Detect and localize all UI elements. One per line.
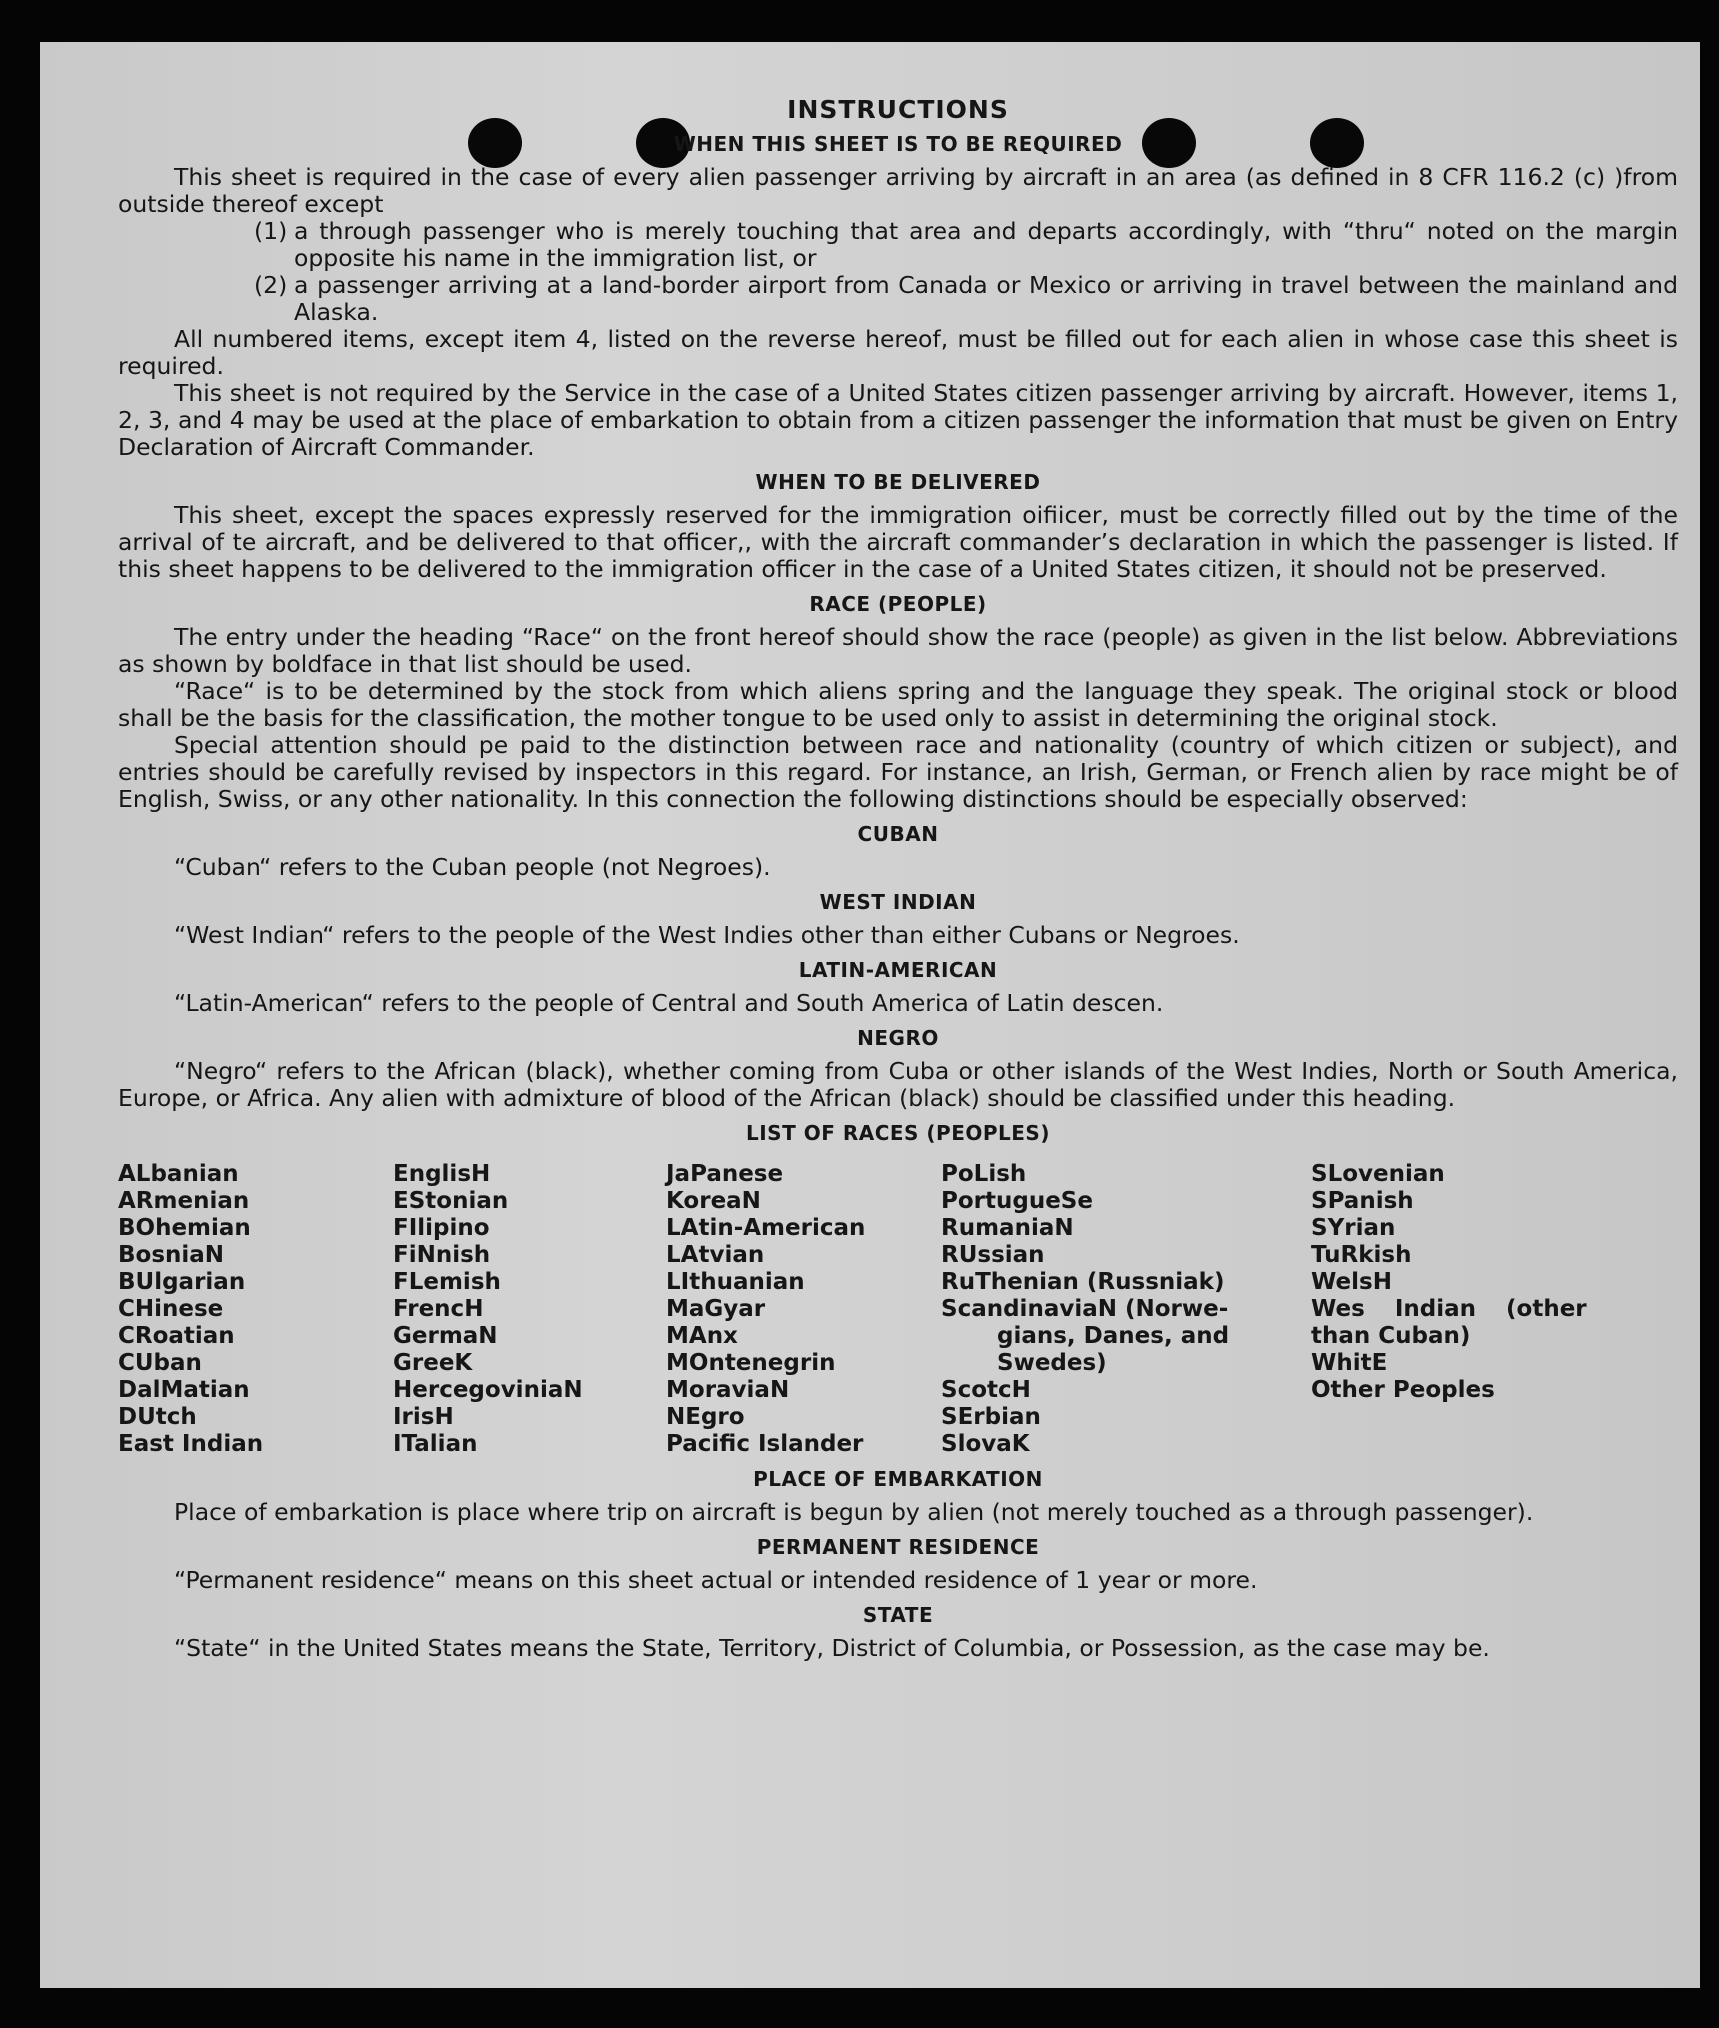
race-item: FLemish (393, 1269, 501, 1295)
race-item: TuRkish (1311, 1242, 1412, 1268)
section-heading-required: WHEN THIS SHEET IS TO BE REQUIRED (673, 132, 1123, 156)
races-column-2 (393, 1161, 666, 1458)
race-item: CUban (118, 1350, 202, 1376)
paragraph: This sheet, except the spaces expressly reserved for the immigration oifiicer, must be correctly filled out by the time of the arrival of te aircraft, and be delivered to that officer,, with the aircraft commander’s declaration in which the passenger is listed. If this sheet happens to be delivered to the immigration officer in the case of a United States citizen, it should not be preserved. (118, 501, 1678, 583)
definition-text: “State“ in the United States means the State, Territory, District of Columbia, or Possession, as the case may be. (174, 1634, 1490, 1662)
section-heading-negro: NEGRO (857, 1026, 939, 1050)
race-item: WelsH (1311, 1269, 1392, 1295)
section-heading-race: RACE (PEOPLE) (809, 592, 987, 616)
race-item: GreeK (393, 1350, 473, 1376)
section-heading-delivered: WHEN TO BE DELIVERED (755, 470, 1041, 494)
races-column-4 (941, 1161, 1311, 1458)
race-item: Wes Indian (other (1311, 1296, 1587, 1322)
race-item-continuation: than Cuban) (1311, 1323, 1471, 1349)
race-item-continuation: gians, Danes, and (997, 1323, 1230, 1349)
paragraph: The entry under the heading “Race“ on the front hereof should show the race (people) as given in the list below. Abbreviations as shown by boldface in that list should be used. (118, 623, 1678, 678)
list-item: (1) a through passenger who is merely touching that area and departs accordingly, with “thru“ noted on the margin opposite his name in the immigration list, or (254, 217, 1678, 272)
race-item: DUtch (118, 1404, 197, 1430)
race-item: HercegoviniaN (393, 1377, 583, 1403)
definition-text: “West Indian“ refers to the people of the West Indies other than either Cubans or Negroes. (174, 921, 1240, 949)
race-item: MOntenegrin (666, 1350, 836, 1376)
race-item: RuThenian (Russniak) (941, 1269, 1225, 1295)
race-item: NEgro (666, 1404, 745, 1430)
paragraph: All numbered items, except item 4, listed on the reverse hereof, must be filled out for each alien in whose case this sheet is required. (118, 325, 1678, 380)
race-item: ScandinaviaN (Norwe- (941, 1296, 1229, 1322)
race-item: SLovenian (1311, 1161, 1445, 1187)
race-item: BOhemian (118, 1215, 251, 1241)
definition-text: “Cuban“ refers to the Cuban people (not Negroes). (174, 853, 771, 881)
races-list (118, 1161, 1678, 1458)
race-item: FiNnish (393, 1242, 491, 1268)
race-item: ARmenian (118, 1188, 250, 1214)
race-item: PoLish (941, 1161, 1027, 1187)
races-column-3 (666, 1161, 941, 1458)
section-heading-state: STATE (862, 1603, 934, 1627)
race-item: BosniaN (118, 1242, 225, 1268)
race-item: MaGyar (666, 1296, 766, 1322)
race-item: PortugueSe (941, 1188, 1093, 1214)
race-item: ITalian (393, 1431, 478, 1457)
race-item: MoraviaN (666, 1377, 790, 1403)
race-item: East Indian (118, 1431, 264, 1457)
race-item-continuation: Swedes) (997, 1350, 1107, 1376)
document-page (40, 42, 1700, 1988)
race-item: FIlipino (393, 1215, 490, 1241)
race-item: LAtvian (666, 1242, 765, 1268)
section-heading-west-indian: WEST INDIAN (819, 890, 977, 914)
race-item: SlovaK (941, 1431, 1030, 1457)
definition-text: “Negro“ refers to the African (black), whether coming from Cuba or other islands of the West Indies, North or South America, Europe, or Africa. Any alien with admixture of blood of the African (black) should be classified under this heading. (118, 1057, 1678, 1112)
section-heading-embarkation: PLACE OF EMBARKATION (753, 1467, 1043, 1491)
paragraph: Special attention should pe paid to the distinction between race and nationality (country of which citizen or subject), and entries should be carefully revised by inspectors in this regard. For instance, an Irish, German, or French alien by race might be of English, Swiss, or any other nationality. In this connection the following distinctions should be especially observed: (118, 731, 1678, 813)
race-item: SErbian (941, 1404, 1041, 1430)
race-item: EnglisH (393, 1161, 491, 1187)
list-item: (2) a passenger arriving at a land-border airport from Canada or Mexico or arriving in travel between the mainland and Alaska. (254, 271, 1678, 326)
list-of-races-heading: LIST OF RACES (PEOPLES) (746, 1121, 1050, 1145)
race-item: FrencH (393, 1296, 484, 1322)
race-item: EStonian (393, 1188, 509, 1214)
race-item: RUssian (941, 1242, 1045, 1268)
paragraph: This sheet is required in the case of every alien passenger arriving by aircraft in an area (as defined in 8 CFR 116.2 (c) )from outside thereof except (118, 163, 1678, 218)
race-item: LIthuanian (666, 1269, 805, 1295)
race-item: IrisH (393, 1404, 454, 1430)
race-item: SPanish (1311, 1188, 1414, 1214)
race-item: MAnx (666, 1323, 738, 1349)
race-item: LAtin-American (666, 1215, 866, 1241)
race-item: DalMatian (118, 1377, 250, 1403)
race-item: ScotcH (941, 1377, 1031, 1403)
race-item: KoreaN (666, 1188, 761, 1214)
race-item: BUlgarian (118, 1269, 246, 1295)
race-item: GermaN (393, 1323, 498, 1349)
instructions-content (118, 96, 1678, 1662)
definition-text: “Permanent residence“ means on this sheet actual or intended residence of 1 year or more. (174, 1566, 1258, 1594)
race-item: JaPanese (666, 1161, 784, 1187)
race-item: Other Peoples (1311, 1377, 1495, 1403)
race-item: CHinese (118, 1296, 224, 1322)
races-column-1 (118, 1161, 393, 1458)
section-heading-residence: PERMANENT RESIDENCE (756, 1535, 1040, 1559)
race-item: CRoatian (118, 1323, 235, 1349)
section-heading-cuban: CUBAN (857, 822, 939, 846)
race-item: SYrian (1311, 1215, 1396, 1241)
race-item: WhitE (1311, 1350, 1388, 1376)
paragraph: “Race“ is to be determined by the stock from which aliens spring and the language they speak. The original stock or blood shall be the basis for the classification, the mother tongue to be used only to assist in determining the original stock. (118, 677, 1678, 732)
page-title: INSTRUCTIONS (787, 95, 1009, 124)
races-column-5 (1311, 1161, 1611, 1458)
definition-text: “Latin-American“ refers to the people of Central and South America of Latin descen. (174, 989, 1164, 1017)
race-item: ALbanian (118, 1161, 239, 1187)
race-item: Pacific Islander (666, 1431, 864, 1457)
race-item: RumaniaN (941, 1215, 1074, 1241)
paragraph: This sheet is not required by the Service in the case of a United States citizen passenger arriving by aircraft. However, items 1, 2, 3, and 4 may be used at the place of embarkation to obtain from a citizen passenger the information that must be given on Entry Declaration of Aircraft Commander. (118, 379, 1678, 461)
definition-text: Place of embarkation is place where trip on aircraft is begun by alien (not merely touched as a through passenger). (174, 1498, 1534, 1526)
section-heading-latin-american: LATIN-AMERICAN (798, 958, 998, 982)
